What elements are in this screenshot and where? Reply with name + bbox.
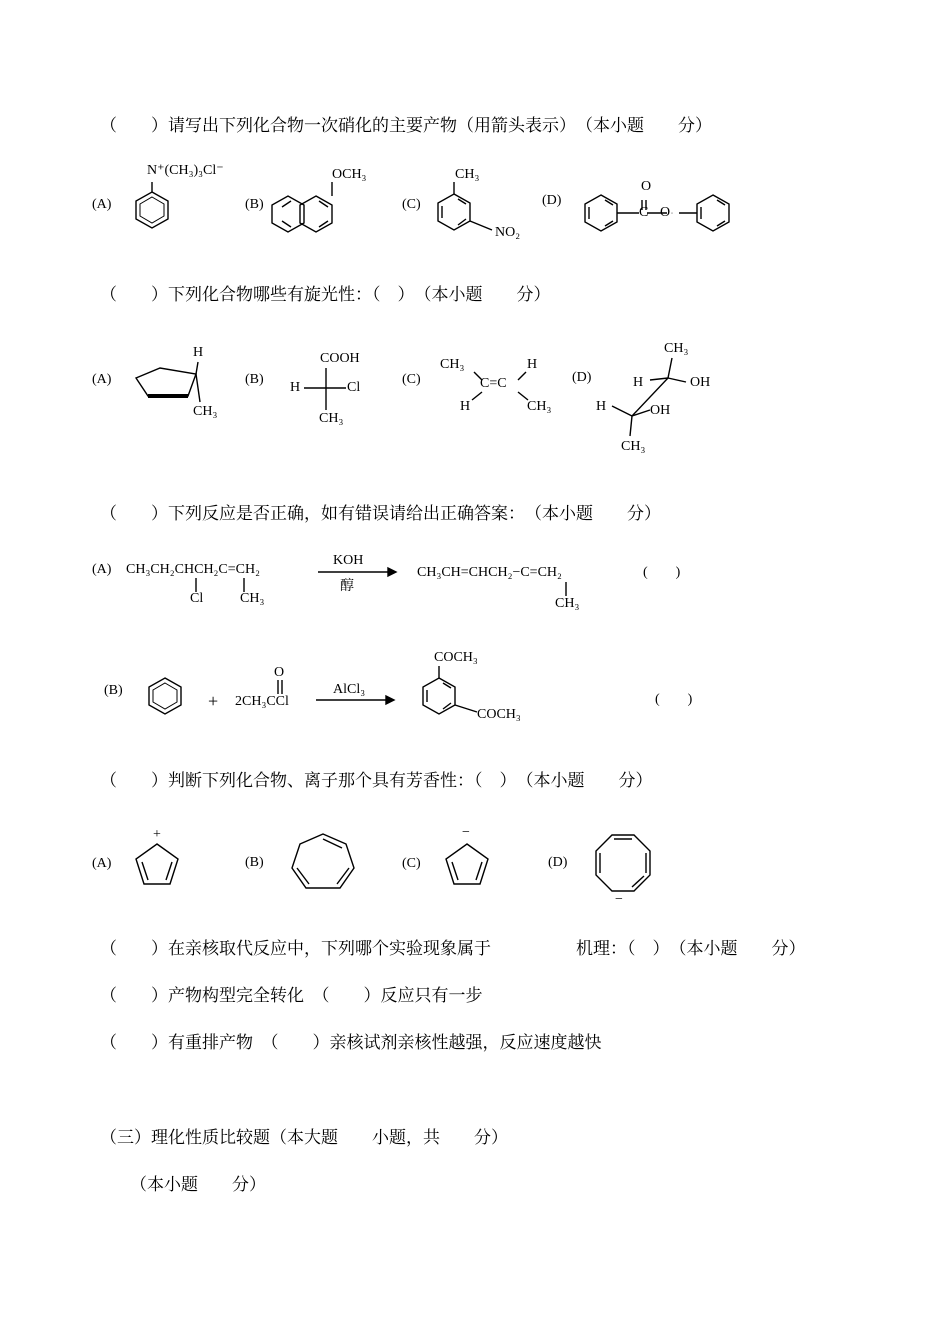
methyl-group-label: CH₃: [664, 341, 689, 356]
option-d-label: (D): [572, 370, 592, 385]
ester-oxygen-label: O: [660, 205, 671, 220]
reaction-arrow: [318, 566, 398, 578]
option-a-label: (A): [92, 856, 112, 871]
methyl-group-label: CH₃: [240, 591, 265, 606]
nitro-group-label: NO₂: [495, 225, 521, 240]
naphthalene-methoxy: [272, 182, 362, 246]
question-3-text: （ ）下列反应是否正确，如有错误请给出正确答案： （本小题 分）: [100, 504, 661, 524]
option-b-label: (B): [245, 372, 264, 387]
benzene-ring: [145, 676, 189, 726]
negative-charge: −: [615, 892, 623, 907]
plus-sign: +: [208, 691, 219, 711]
double-bond-label: C=C: [480, 376, 507, 391]
positive-charge: +: [153, 827, 161, 842]
catalyst-label: AlCl₃: [333, 682, 366, 697]
methyl-group-label: CH₃: [193, 404, 218, 419]
methylcyclopentane: [130, 360, 210, 410]
methyl-group-label: CH₃: [319, 411, 344, 426]
methyl-group-label: CH₃: [440, 357, 465, 372]
answer-blank[interactable]: ( ): [655, 692, 693, 707]
question-1-text: （ ）请写出下列化合物一次硝化的主要产物（用箭头表示） （本小题 分）: [100, 116, 712, 136]
h-atom-label: H: [527, 357, 538, 372]
reagent-label: KOH: [333, 553, 364, 568]
question-2-text: （ ）下列化合物哪些有旋光性：（ ） （本小题 分）: [100, 285, 551, 305]
question-5-options-2: （ ）有重排产物 （ ）亲核试剂亲核性越强，反应速度越快: [100, 1033, 602, 1053]
option-c-label: (C): [402, 856, 421, 871]
h-atom-label: H: [290, 380, 301, 395]
chlorine-atom-label: Cl: [347, 380, 361, 395]
option-a-label: (A): [92, 372, 112, 387]
cyclopentadienyl-anion: [440, 840, 500, 890]
carbonyl-carbon-label: C: [639, 205, 649, 220]
question-5-text: （ ）在亲核取代反应中，下列哪个实验现象属于 机理：（ ） （本小题 分）: [100, 939, 806, 959]
cyclooctatetraene: [590, 833, 660, 899]
methyl-group-label: CH₃: [555, 596, 580, 611]
product-formula: CH₃CH=CHCH₂−C=CH₂: [417, 565, 562, 580]
option-d-label: (D): [548, 855, 568, 870]
option-b-label: (B): [245, 855, 264, 870]
reactant-formula: CH₃CH₂CHCH₂C=CH₂: [126, 562, 260, 577]
m-nitrotoluene: [430, 182, 500, 246]
m-diacetylbenzene: [415, 664, 485, 728]
acetyl-chloride-formula: 2CH₃CCl: [235, 694, 289, 709]
question-5-options-1: （ ）产物构型完全转化 （ ）反应只有一步: [100, 986, 483, 1006]
h-atom-label: H: [193, 345, 204, 360]
methyl-group-label: CH₃: [455, 167, 480, 182]
answer-blank[interactable]: ( ): [643, 565, 681, 580]
trans-2-butene: [460, 366, 540, 406]
negative-charge: −: [462, 825, 470, 840]
hydroxyl-group-label: OH: [650, 403, 671, 418]
fischer-projection-lactic: [300, 368, 350, 412]
carbonyl-oxygen-label: O: [641, 179, 652, 194]
h-atom-label: H: [460, 399, 471, 414]
option-d-label: (D): [542, 193, 562, 208]
methoxy-group-label: OCH₃: [332, 167, 367, 182]
benzene-ring-anilinium: [130, 180, 180, 244]
option-b-label: (B): [104, 683, 123, 698]
cycloheptatriene: [290, 830, 360, 900]
carboxyl-group-label: COOH: [320, 351, 360, 366]
section-3-subheading: （本小题 分）: [130, 1175, 266, 1195]
substituent-bonds: [190, 578, 260, 594]
butanediol-sawhorse: [600, 356, 700, 446]
methyl-group-label: CH₃: [527, 399, 552, 414]
solvent-label: 醇: [340, 579, 354, 594]
acetyl-group-label: COCH₃: [477, 707, 521, 722]
option-a-label: (A): [92, 562, 112, 577]
substituent-bond: [562, 582, 572, 598]
option-b-label: (B): [245, 197, 264, 212]
section-3-heading: （三）理化性质比较题（本大题 小题，共 分）: [100, 1128, 508, 1148]
hydroxyl-group-label: OH: [690, 375, 711, 390]
carbonyl-oxygen-label: O: [274, 665, 285, 680]
h-atom-label: H: [596, 399, 607, 414]
h-atom-label: H: [633, 375, 644, 390]
option-c-label: (C): [402, 197, 421, 212]
cyclopentadienyl-cation: [130, 840, 190, 890]
trimethylammonium-group-label: N⁺(CH₃)₃Cl⁻: [147, 163, 224, 178]
option-a-label: (A): [92, 197, 112, 212]
acetyl-group-label: COCH₃: [434, 650, 478, 665]
reaction-arrow: [316, 694, 396, 706]
question-4-text: （ ）判断下列化合物、离子那个具有芳香性：（ ） （本小题 分）: [100, 771, 653, 791]
methyl-group-label: CH₃: [621, 439, 646, 454]
option-c-label: (C): [402, 372, 421, 387]
chlorine-atom-label: Cl: [190, 591, 204, 606]
